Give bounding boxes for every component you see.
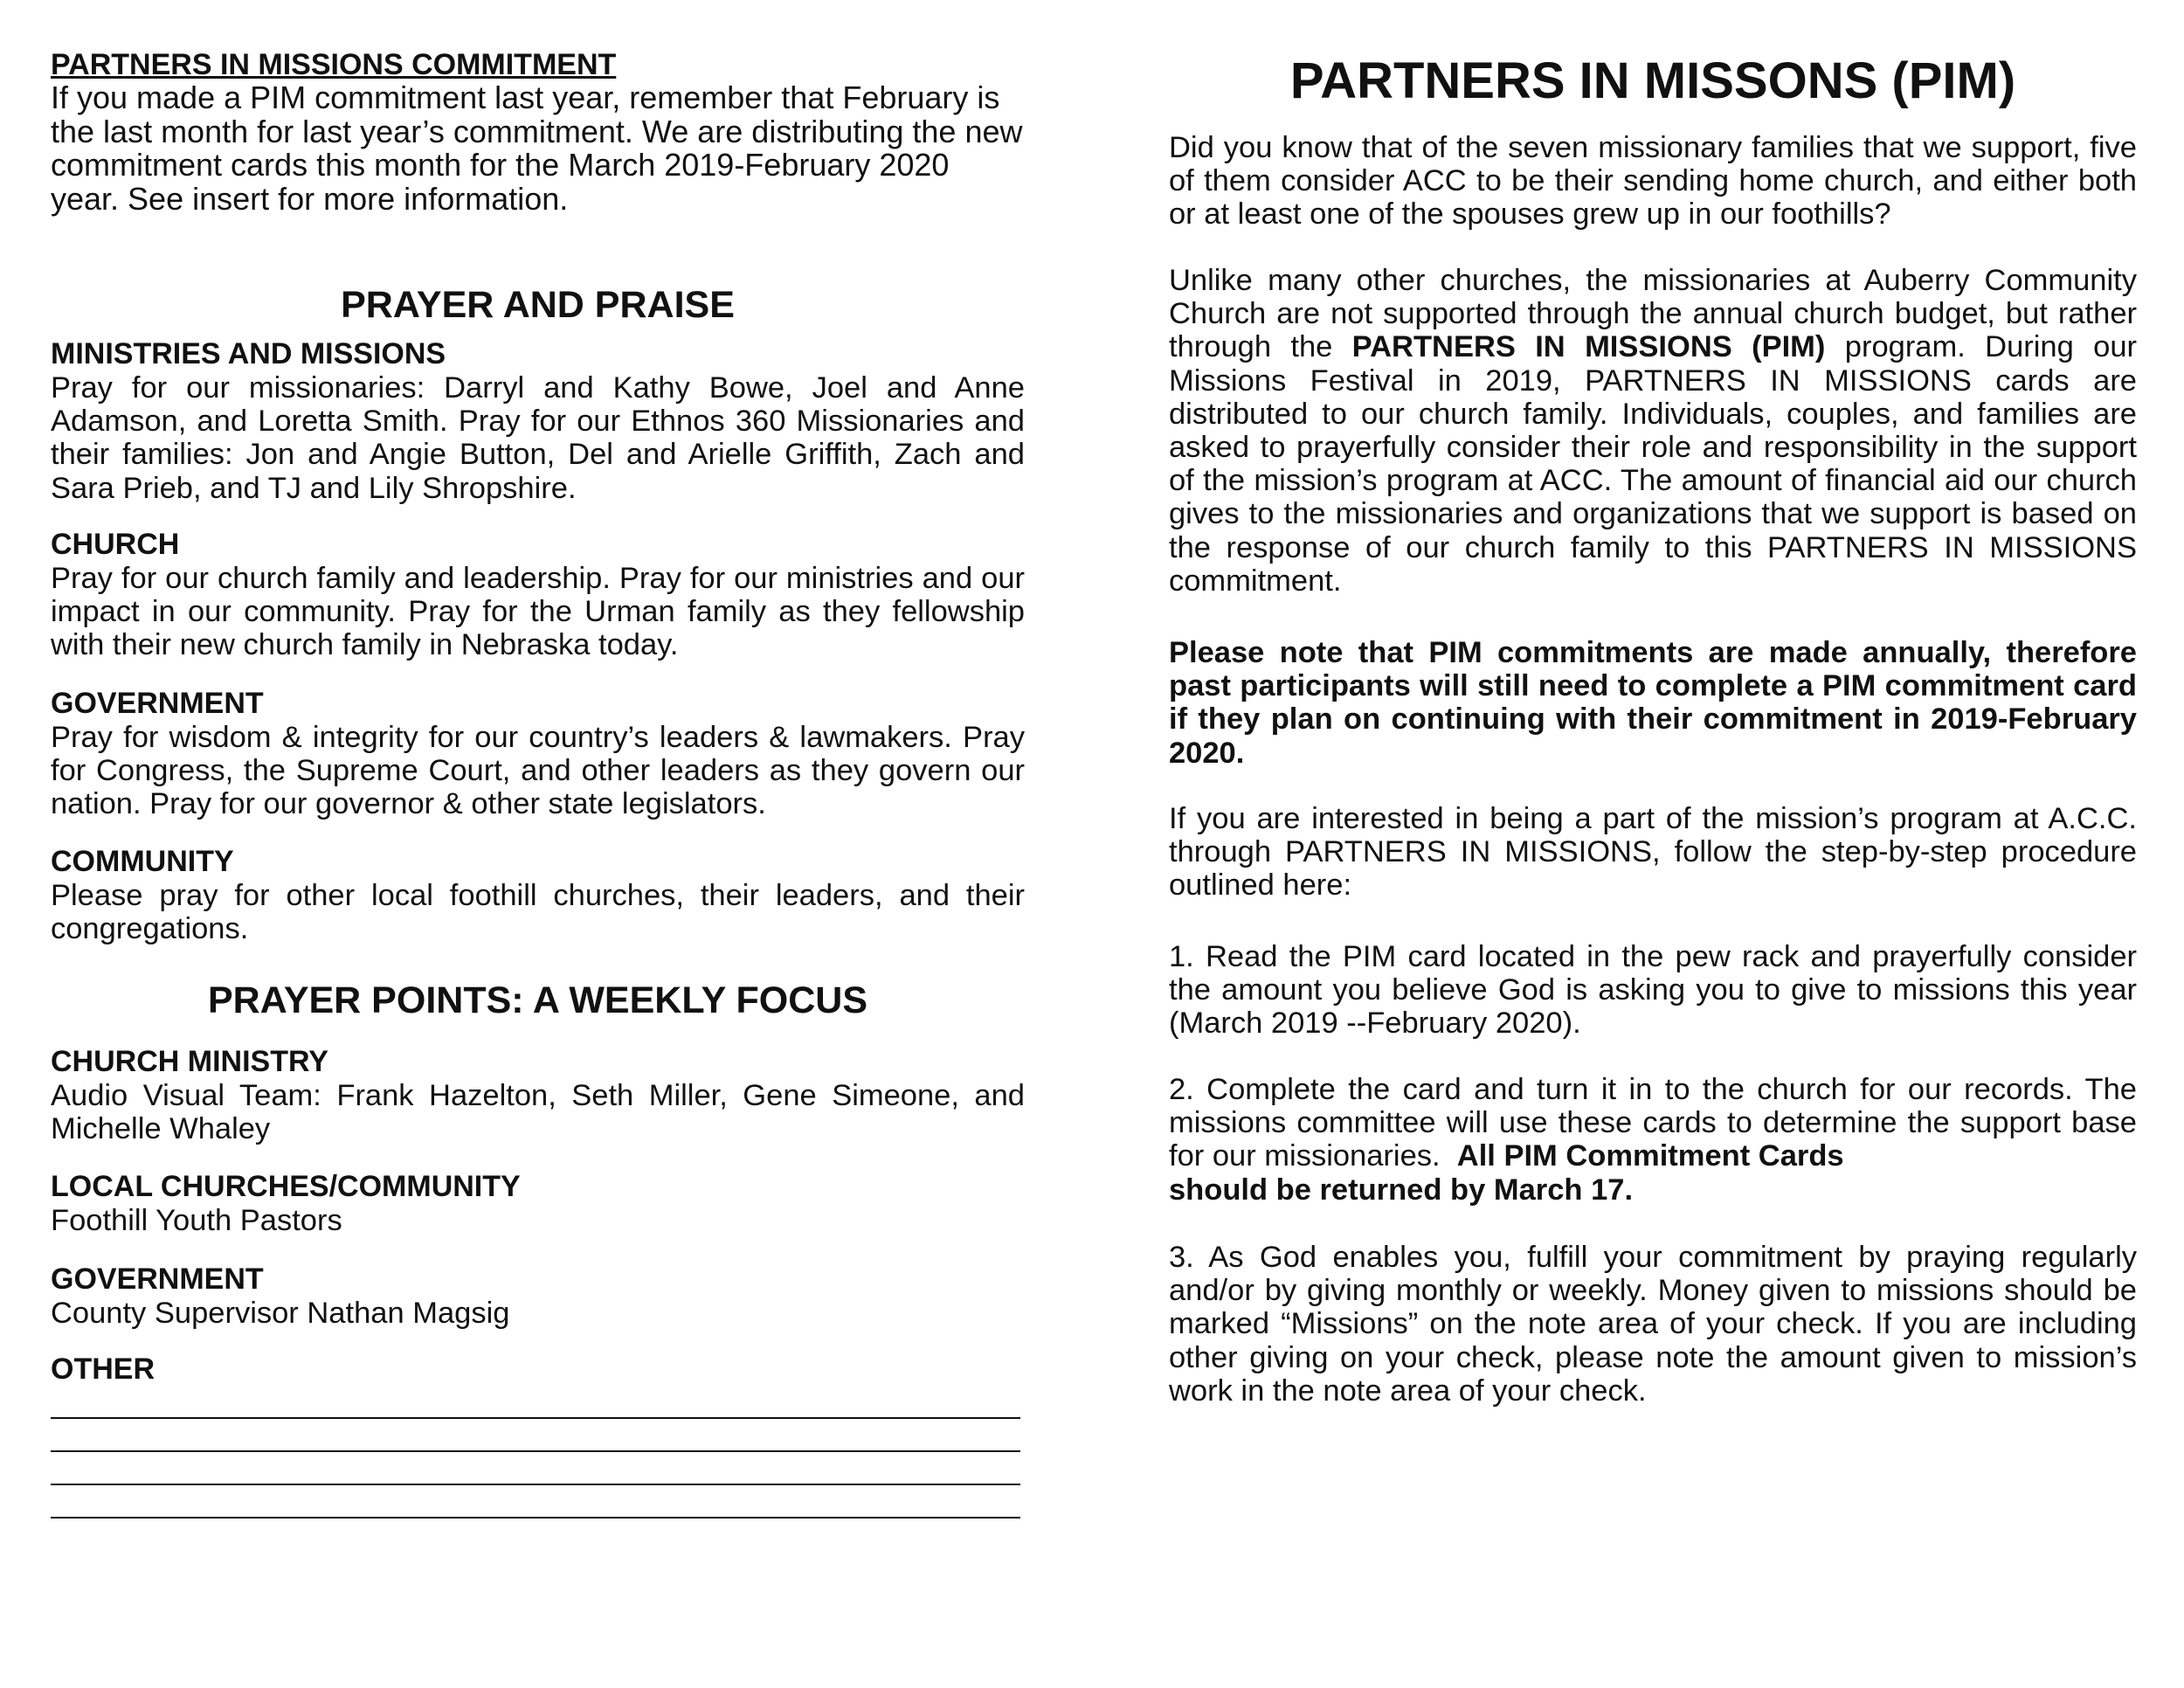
commitment-heading: PARTNERS IN MISSIONS COMMITMENT: [51, 48, 617, 81]
section-heading: GOVERNMENT: [51, 1263, 264, 1296]
commitment-body: If you made a PIM commitment last year, remember that February is the last month for last year’s commitment. We are distributing the new commitment cards this month for the March 2019-February 2020 year. See insert for more information.: [51, 80, 1023, 217]
section-heading: OTHER: [51, 1352, 155, 1386]
pim-step-2-deadline-date: should be returned by March 17.: [1169, 1173, 1634, 1207]
community-section: [51, 845, 1025, 945]
pim-paragraph-4: If you are interested in being a part of the mission’s program at A.C.C. through PARTNERS IN MISSIONS, follow the step-by-step procedure outlined here:: [1169, 802, 2137, 903]
church-section: [51, 528, 1025, 662]
section-heading: MINISTRIES AND MISSIONS: [51, 337, 446, 370]
section-body: Pray for our church family and leadership. Pray for our ministries and our impact in our community. Pray for the Urman family as they fellowship with their new church family in Nebraska today.: [51, 562, 1025, 662]
section-body: Please pray for other local foothill churches, their leaders, and their congregations.: [51, 879, 1025, 946]
write-in-line[interactable]: [51, 1517, 1020, 1519]
pim-step-2-text: 2. Complete the card and turn it in to the church for our records. The missions committee will use these cards to determine the support base for our missionaries.: [1169, 1073, 2137, 1173]
section-heading: COMMUNITY: [51, 845, 234, 878]
pim-paragraph-2: [1169, 264, 2137, 598]
section-heading: GOVERNMENT: [51, 687, 264, 720]
write-in-line[interactable]: [51, 1450, 1020, 1452]
government-section: [51, 687, 1025, 821]
section-body: Audio Visual Team: Frank Hazelton, Seth Miller, Gene Simeone, and Michelle Whaley: [51, 1079, 1025, 1146]
section-heading: CHURCH MINISTRY: [51, 1045, 328, 1078]
section-body: County Supervisor Nathan Magsig: [51, 1297, 510, 1330]
ministries-missions-section: [51, 337, 1025, 505]
section-heading: CHURCH: [51, 528, 180, 561]
write-in-line[interactable]: [51, 1484, 1020, 1485]
section-body: Pray for wisdom & integrity for our country’s leaders & lawmakers. Pray for Congress, the Supreme Court, and other leaders as they govern our nation. Pray for our governor & other state legislators.: [51, 721, 1025, 821]
write-in-line[interactable]: [51, 1417, 1020, 1419]
prayer-points-title: PRAYER POINTS: A WEEKLY FOCUS: [207, 979, 868, 1021]
section-body: Pray for our missionaries: Darryl and Kathy Bowe, Joel and Anne Adamson, and Loretta Smith. Pray for our Ethnos 360 Missionaries and their families: Jon and Angie Button, Del and Arielle Griffith, Zach and Sara Prieb, and TJ and Lily Shropshire.: [51, 371, 1025, 505]
pim-step-2-deadline: All PIM Commitment Cards: [1456, 1139, 1844, 1173]
section-heading: LOCAL CHURCHES/COMMUNITY: [51, 1170, 521, 1203]
pim-step-2: [1169, 1073, 2137, 1207]
pim-title: PARTNERS IN MISSONS (PIM): [1289, 52, 2016, 109]
other-section: [51, 1352, 1025, 1387]
pim-paragraph-2-text: Unlike many other churches, the missionaries at Auberry Community Church are not supported through the annual church budget, but rather through the: [1169, 264, 2137, 364]
pim-step-3: 3. As God enables you, fulfill your commitment by praying regularly and/or by giving monthly or weekly. Money given to missions should be marked “Missions” on the note area of your check. If you are including other giving on your check, please note the amount given to mission’s work in the note area of your check.: [1169, 1241, 2137, 1408]
pim-program-name: PARTNERS IN MISSIONS (PIM): [1351, 330, 1826, 364]
pim-step-1: 1. Read the PIM card located in the pew rack and prayerfully consider the amount you believe God is asking you to give to missions this year (March 2019 --February 2020).: [1169, 940, 2137, 1041]
pim-paragraph-1: Did you know that of the seven missionary families that we support, five of them consider ACC to be their sending home church, and either both or at least one of the spouses grew up in our foothills?: [1169, 131, 2137, 232]
section-body: Foothill Youth Pastors: [51, 1204, 342, 1237]
pim-paragraph-2-text: program. During our Missions Festival in 2019, PARTNERS IN MISSIONS cards are distributed to our church family. Individuals, couples, and families are asked to prayerfully consider their role and responsibility in the support of the mission’s program at ACC. The amount of financial aid our church gives to the missionaries and organizations that we support is based on the response of our church family to this PARTNERS IN MISSIONS commitment.: [1169, 330, 2137, 598]
local-churches-section: [51, 1170, 1025, 1237]
government-focus-section: [51, 1263, 1025, 1330]
pim-note: Please note that PIM commitments are made annually, therefore past participants will still need to complete a PIM commitment card if they plan on continuing with their commitment in 2019-February 2020.: [1169, 636, 2137, 770]
church-ministry-section: [51, 1045, 1025, 1145]
prayer-praise-title: PRAYER AND PRAISE: [341, 284, 735, 326]
